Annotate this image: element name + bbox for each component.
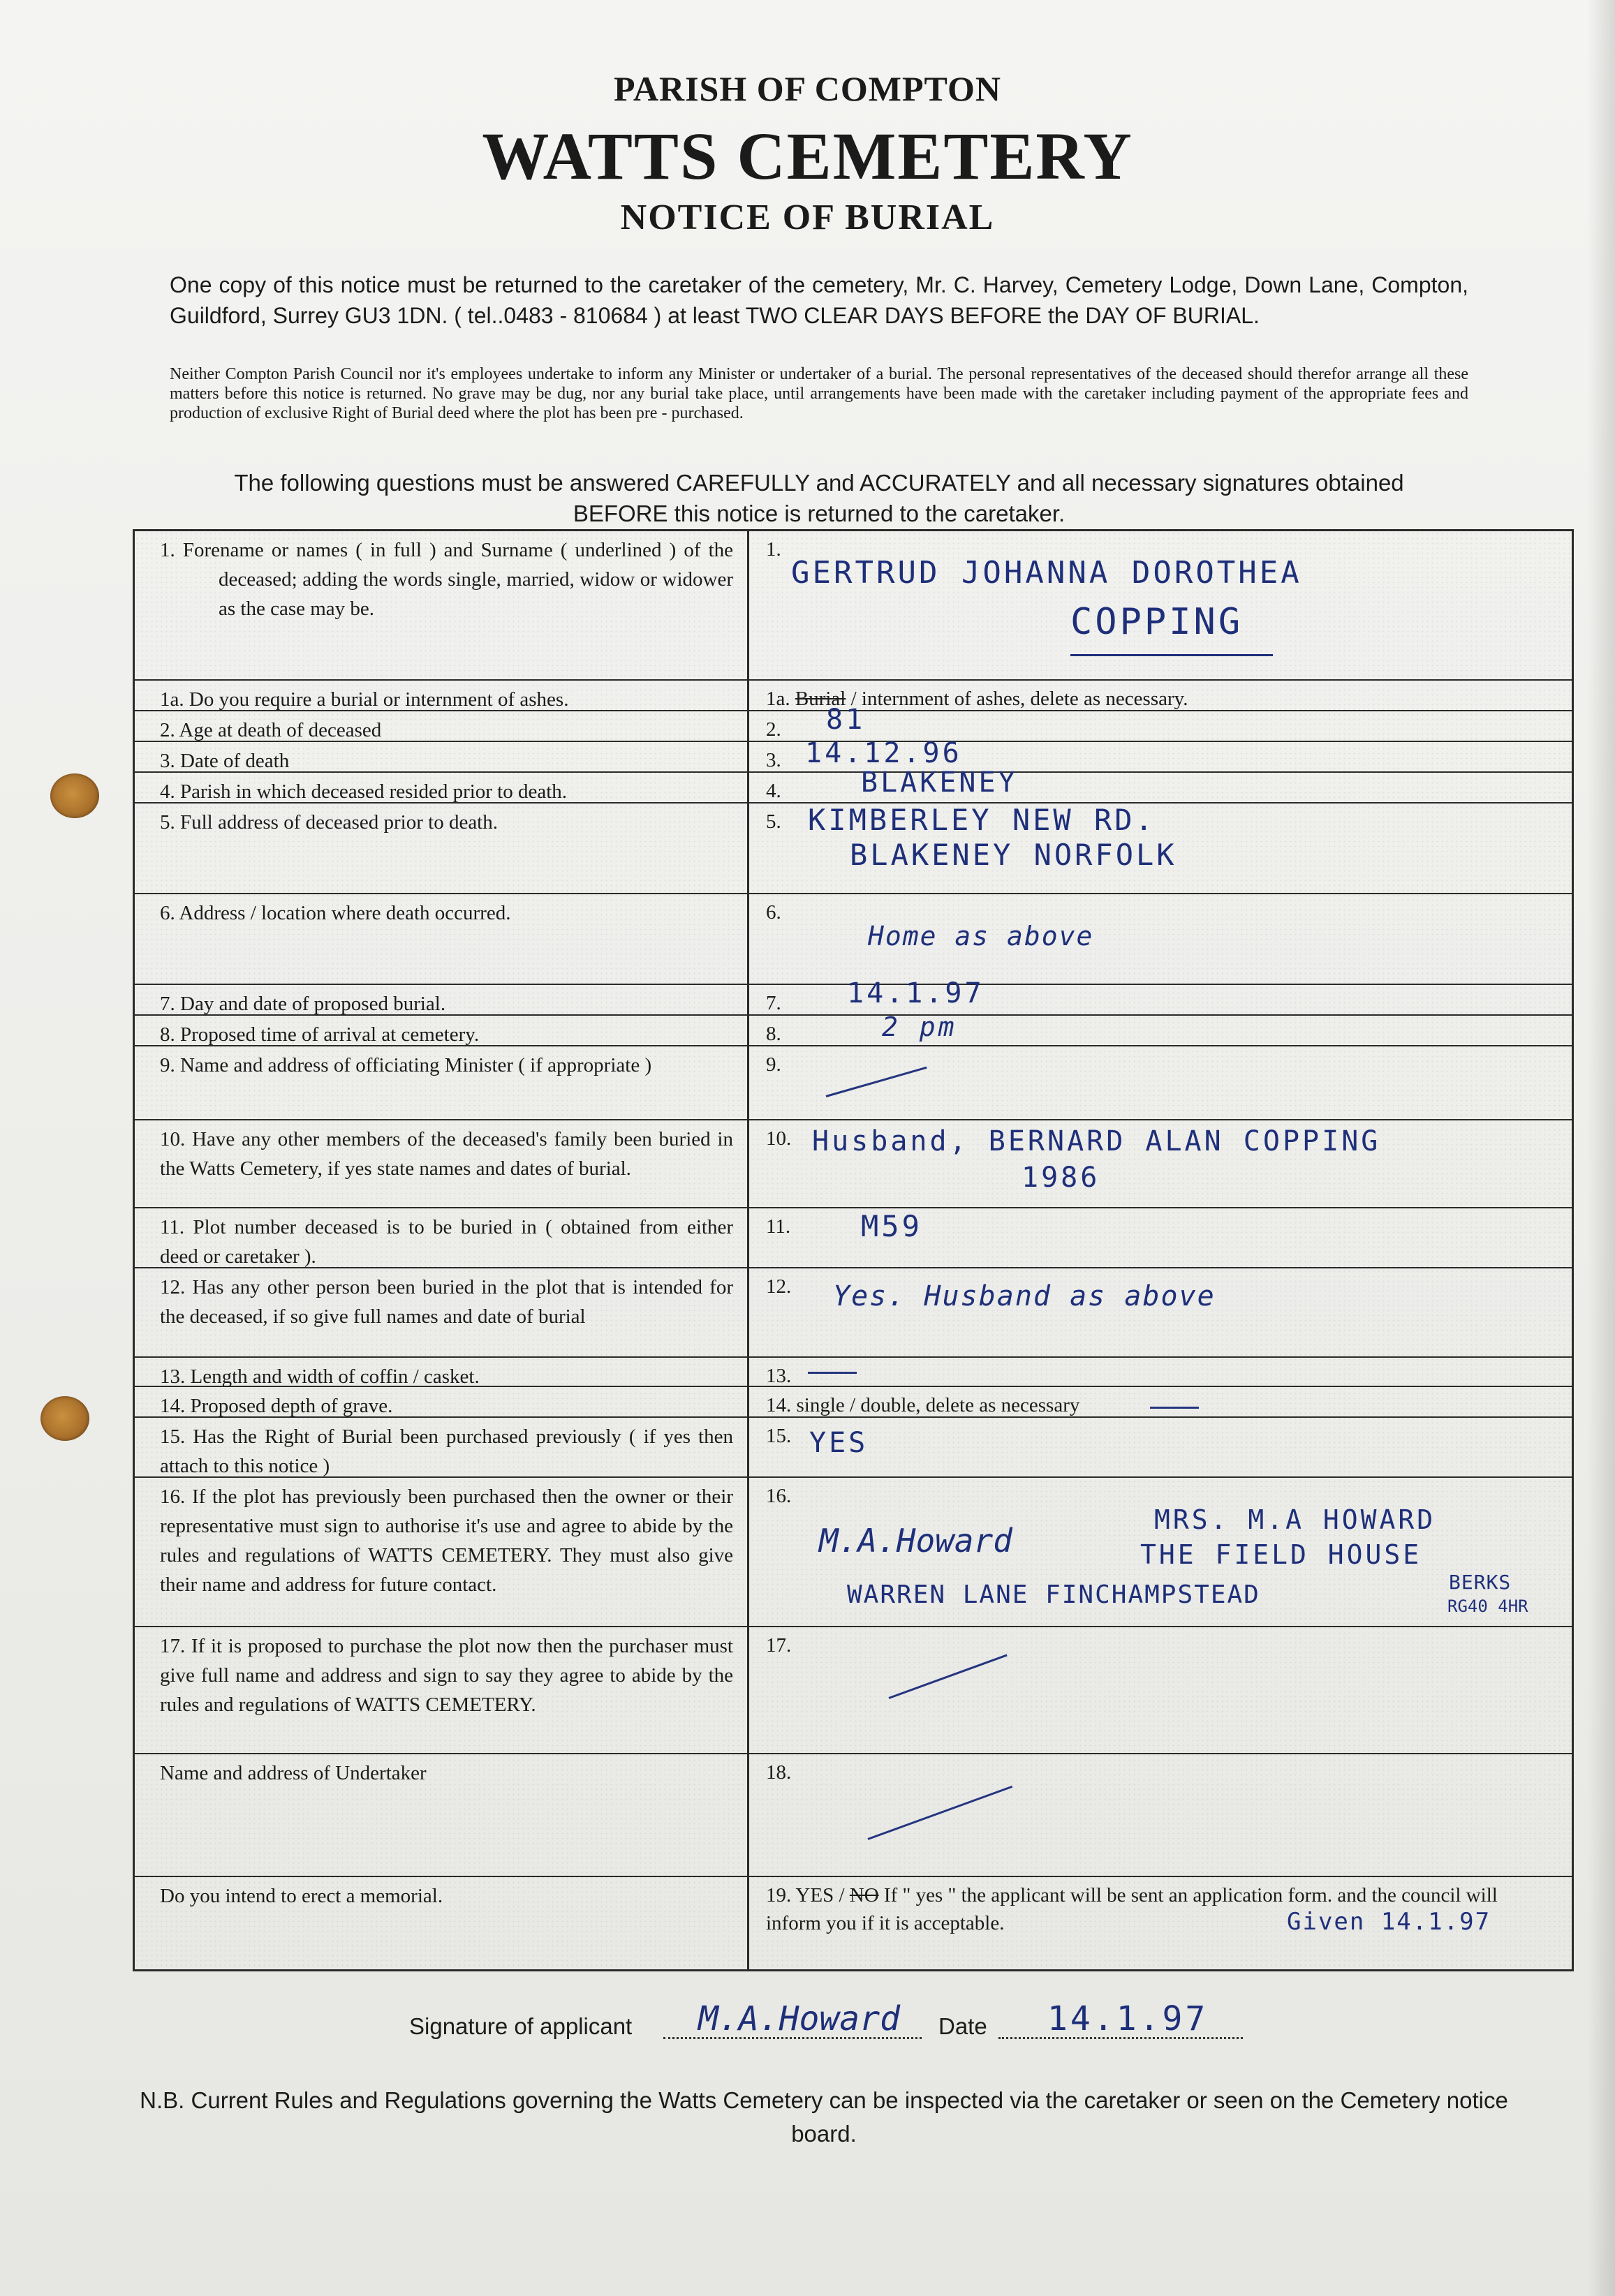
questions-note: [170, 468, 1468, 529]
question-2: 2. Age at death of deceased: [135, 711, 749, 741]
question-6: 6. Address / location where death occurred.: [135, 894, 749, 984]
burial-option-struck: Burial: [795, 688, 846, 710]
answer-13: [749, 1358, 1572, 1386]
handwritten-family-burial: Husband, BERNARD ALAN COPPING: [812, 1125, 1381, 1157]
answer-number: 1a.: [766, 688, 790, 710]
form-row-16: [135, 1478, 1572, 1627]
handwritten-dash-mark: [808, 1372, 857, 1374]
answer-9: [749, 1046, 1572, 1119]
question-15: 15. Has the Right of Burial been purchased previously ( if yes then attach to this notice ): [135, 1418, 749, 1476]
handwritten-dash-mark: [1150, 1407, 1199, 1409]
answer-number: 1.: [766, 538, 781, 561]
memorial-yes-option: YES /: [791, 1884, 850, 1906]
handwritten-parish: BLAKENEY: [861, 766, 1018, 799]
owner-address-line-2: WARREN LANE FINCHAMPSTEAD: [847, 1580, 1260, 1609]
answer-number: 16.: [766, 1485, 792, 1507]
answer-number: 7.: [766, 992, 781, 1014]
page-edge-shadow: [1587, 0, 1615, 2296]
answer-1a: [749, 681, 1572, 710]
handwritten-right-of-burial: YES: [809, 1427, 869, 1459]
question-12: 12. Has any other person been buried in the plot that is intended for the deceased, if so give full names and date of burial: [135, 1268, 749, 1356]
handwritten-plot-occupant: Yes. Husband as above: [833, 1280, 1216, 1312]
answer-number: 13.: [766, 1365, 792, 1387]
form-row-6: [135, 894, 1572, 985]
answer-2: [749, 704, 1572, 741]
question-3: 3. Date of death: [135, 742, 749, 771]
answer-1: [749, 531, 1572, 679]
applicant-signature: M.A.Howard: [698, 1999, 900, 2038]
signature-date: 14.1.97: [1047, 1999, 1209, 2038]
surname-underline: [1070, 654, 1273, 656]
answer-number: 2.: [766, 718, 781, 741]
handwritten-memorial-note: Given 14.1.97: [1287, 1908, 1491, 1936]
handwritten-dash-mark: [888, 1654, 1007, 1699]
answer-number: 10.: [766, 1127, 792, 1150]
answer-12: [749, 1268, 1572, 1356]
question-1: 1. Forename or names ( in full ) and Surname ( underlined ) of the deceased; adding the words single, married, widow or widower as the case may be.: [135, 531, 749, 679]
handwritten-dash-mark: [826, 1067, 927, 1097]
parish-heading: PARISH OF COMPTON: [614, 69, 1001, 108]
form-row-11: [135, 1208, 1572, 1268]
handwritten-family-burial-year: 1986: [1022, 1162, 1100, 1194]
question-11: 11. Plot number deceased is to be buried in ( obtained from either deed or caretaker ).: [135, 1208, 749, 1267]
handwritten-arrival-time: 2 pm: [882, 1012, 957, 1042]
answer-15: [749, 1418, 1572, 1476]
answer-number: 15.: [766, 1425, 792, 1447]
answer-16: [749, 1478, 1572, 1626]
answer-number: 9.: [766, 1053, 781, 1076]
answer-10: [749, 1120, 1572, 1207]
handwritten-surname: COPPING: [1070, 601, 1244, 643]
answer-4: [749, 766, 1572, 802]
answer-8: [749, 1012, 1572, 1045]
owner-address-postcode: RG40 4HR: [1447, 1597, 1528, 1616]
handwritten-plot-number: M59: [861, 1209, 922, 1243]
form-row-5: [135, 803, 1572, 894]
answer-number: 6.: [766, 901, 781, 924]
owner-signature: M.A.Howard: [819, 1522, 1012, 1560]
answer-number: 14.: [766, 1394, 792, 1416]
form-row-9: [135, 1046, 1572, 1120]
answer-5: [749, 803, 1572, 893]
question-7: 7. Day and date of proposed burial.: [135, 985, 749, 1014]
notice-heading: NOTICE OF BURIAL: [620, 198, 995, 237]
memorial-no-option-struck: NO: [849, 1884, 879, 1906]
handwritten-age: 81: [826, 704, 866, 736]
question-16: 16. If the plot has previously been purchased then the owner or their representative must sign to authorise it's use and agree to abide by the rules and regulations of WATTS CEMETERY. They must also give their name and address for future contact.: [135, 1478, 749, 1626]
burial-form-table: [133, 529, 1574, 1971]
form-row-1: [135, 531, 1572, 681]
intro-paragraph: One copy of this notice must be returned to the caretaker of the cemetery, Mr. C. Harvey, Cemetery Lodge, Down Lane, Compton, Guildford, Surrey GU3 1DN. ( tel..0483 - 810684 ) at least TWO CLEAR DAYS BEFORE the DAY OF BURIAL.: [170, 272, 1468, 328]
punch-hole-top: [50, 773, 99, 818]
question-10: 10. Have any other members of the deceased's family been buried in the Watts Cemetery, if yes state names and dates of burial.: [135, 1120, 749, 1207]
question-13: 13. Length and width of coffin / casket.: [135, 1358, 749, 1386]
question-19: Do you intend to erect a memorial.: [135, 1877, 749, 1969]
question-4: 4. Parish in which deceased resided prior to death.: [135, 773, 749, 802]
nb-footer-note: N.B. Current Rules and Regulations governing the Watts Cemetery can be inspected via the caretaker or seen on the Cemetery notice board.: [140, 2087, 1508, 2147]
question-18: Name and address of Undertaker: [135, 1754, 749, 1876]
answer-number: 4.: [766, 780, 781, 802]
form-row-12: [135, 1268, 1572, 1358]
form-row-17: [135, 1627, 1572, 1754]
ashes-option-text: / internment of ashes, delete as necessary.: [846, 688, 1188, 710]
form-row-13: [135, 1358, 1572, 1387]
answer-18: [749, 1754, 1572, 1876]
handwritten-address-line-1: KIMBERLEY NEW RD.: [808, 803, 1156, 837]
answer-number: 17.: [766, 1634, 792, 1657]
answer-number: 12.: [766, 1275, 792, 1298]
handwritten-address-line-2: BLAKENEY NORFOLK: [850, 838, 1177, 872]
signature-label: Signature of applicant: [409, 2013, 633, 2039]
answer-7: [749, 977, 1572, 1014]
answer-number: 18.: [766, 1761, 792, 1784]
form-row-7: [135, 977, 1572, 1016]
small-print-paragraph: Neither Compton Parish Council nor it's employees undertake to inform any Minister or undertaker of a burial. The personal representatives of the deceased should therefor arrange all these matters before this notice is returned. No grave may be dug, nor any burial take place, until arrangements have been made with the caretaker including payment of the appropriate fees and production of exclusive Right of Burial deed where the plot has been pre - purchased.: [170, 365, 1468, 422]
answer-number: 8.: [766, 1023, 781, 1045]
form-row-15: [135, 1418, 1572, 1478]
answer-number: 3.: [766, 749, 781, 771]
form-row-19: [135, 1877, 1572, 1969]
question-5: 5. Full address of deceased prior to death.: [135, 803, 749, 893]
handwritten-death-location: Home as above: [868, 921, 1094, 951]
form-row-4: [135, 766, 1572, 803]
handwritten-burial-date: 14.1.97: [847, 977, 985, 1009]
form-row-14: [135, 1387, 1572, 1418]
owner-address-line-1: THE FIELD HOUSE: [1140, 1539, 1422, 1570]
questions-note-line-1: The following questions must be answered CAREFULLY and ACCURATELY and all necessary signatures obtained: [234, 470, 1404, 496]
handwritten-dash-mark: [867, 1786, 1012, 1840]
question-9: 9. Name and address of officiating Minister ( if appropriate ): [135, 1046, 749, 1119]
answer-number: 5.: [766, 810, 781, 833]
question-14: 14. Proposed depth of grave.: [135, 1387, 749, 1416]
question-17: 17. If it is proposed to purchase the plot now then the purchaser must give full name and address and sign to say they agree to abide by the rules and regulations of WATTS CEMETERY.: [135, 1627, 749, 1753]
cemetery-heading: WATTS CEMETERY: [482, 119, 1133, 193]
answer-17: [749, 1627, 1572, 1753]
question-1a: 1a. Do you require a burial or internment of ashes.: [135, 681, 749, 710]
answer-19: [749, 1877, 1572, 1969]
form-row-10: [135, 1120, 1572, 1208]
form-row-3: [135, 737, 1572, 773]
handwritten-forenames: GERTRUD JOHANNA DOROTHEA: [791, 555, 1302, 591]
depth-options-text: single / double, delete as necessary: [791, 1394, 1080, 1416]
memorial-instructions: If " yes " the applicant will be sent an application form. and the council will inform you if it is acceptable.: [766, 1884, 1498, 1934]
answer-number: 19.: [766, 1884, 792, 1906]
handwritten-date-of-death: 14.12.96: [805, 737, 962, 769]
question-8: 8. Proposed time of arrival at cemetery.: [135, 1016, 749, 1045]
answer-11: [749, 1208, 1572, 1267]
date-label: Date: [938, 2013, 987, 2039]
owner-address-county: BERKS: [1449, 1571, 1512, 1594]
punch-hole-bottom: [40, 1396, 89, 1441]
questions-note-line-2: BEFORE this notice is returned to the caretaker.: [573, 501, 1065, 526]
answer-14: [749, 1387, 1572, 1416]
form-row-18: [135, 1754, 1572, 1877]
owner-name: MRS. M.A HOWARD: [1154, 1504, 1436, 1535]
form-row-8: [135, 1012, 1572, 1046]
answer-number: 11.: [766, 1215, 791, 1238]
answer-6: [749, 894, 1572, 984]
